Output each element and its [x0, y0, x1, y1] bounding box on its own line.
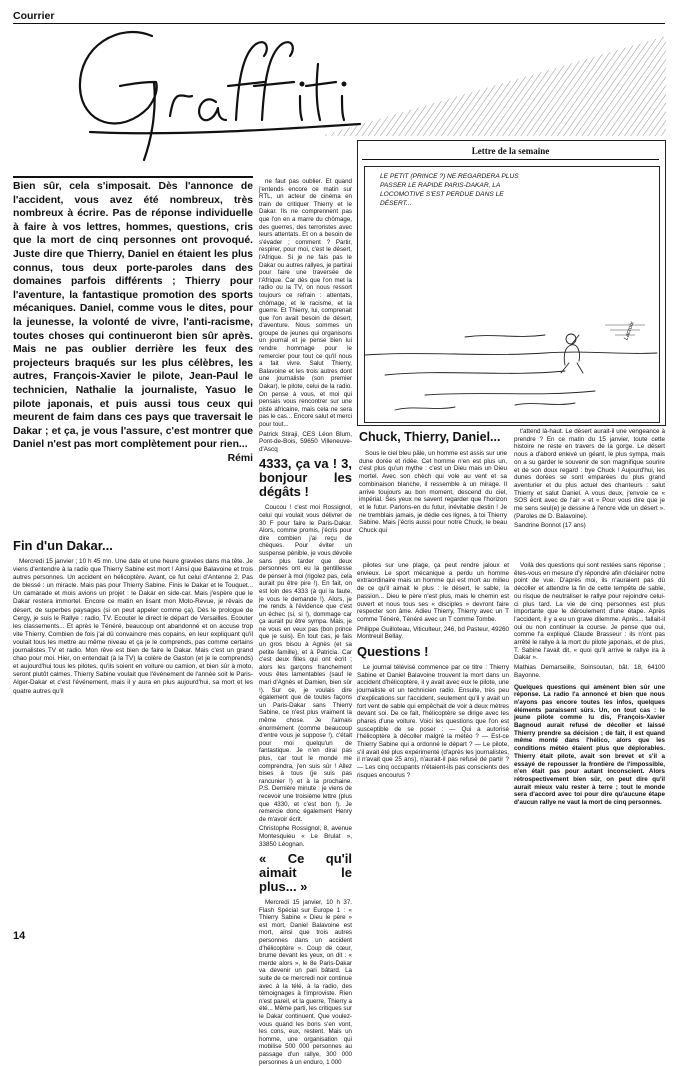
bottom-mid-p2: Le journal télévisé commence par ce titre : Thierry Sabine et Daniel Balavoine trouvent la mort dans un accident d'hélicoptère, il y avait avec eux le pilote, une journaliste et un technicien radio. Ensuite, très peu d'explications sur l'accident, seulement qu'il y avait un fort vent de sable qui empêchait de voir à deux mètres devant soi. De ce fait, l'hélicoptère se dirige avec les phares d'une voiture. Voici les questions que l'on est susceptible de se poser : — Qui a autorisé l'hélicoptère à décoller malgré la météo ? — Est-ce Thierry Sabine qui a ordonné le départ ? — Le pilote, s'il avait été plus expérimenté (d'après les journalistes, il n'avait que 25 ans), n'aurait-il pas refusé de partir ? — Les cinq occupants n'étaient-ils pas conscients des risques encourus ?: [357, 664, 509, 779]
letter-col1: [359, 450, 507, 554]
left-column: [13, 535, 253, 923]
letter-col1-text: Sous le ciel bleu pâle, un homme est assis sur une dune dorée et ridée. Cet homme n'en est plus un, c'est plus qu'un mythe : c'est un Dieu mais un Dieu mortel. Avec son chèch qui vole au vent et sa combinaison blanche, il ressemble à un mirage. Il arrive toujours au bon moment, descend du ciel, impérial. Ses yeux ne savent regarder que l'horizon et le futur. Parlons-en du futur, inévitable destin ! Je ne tremblais jamais, je dédie ces lignes, à toi Thierry Sabine. Mais j'écris aussi pour notre Chuck, le beau Chuck qui: [359, 450, 507, 535]
letter-col2-text: t'attend là-haut. Le désert aurait-il une vengeance à prendre ? En ce matin du 15 janvier, toute cette histoire ne reste en travers de la gorge. Le désert nous a d'abord enlevé un géant, le plus sympa, mais on a su garder le souvenir de son magnifique sourire et de son doux regard : bye Chuck ! Aujourd'hui, les dunes dorées se sont emparées du plus grand aventurier et du plus actuel des chanteurs : salut Thierry et salut Daniel. A vous deux, j'envoie ce « SOS écrit avec de l'air » et « Pour vous dire que je me sens seul(e) je dessine à l'encre vide un désert ». (Paroles de D. Balavoine).: [514, 428, 665, 520]
center-heading3: « Ce qu'il aimait le plus... »: [259, 851, 352, 895]
bottom-right-column: [514, 562, 665, 924]
left-heading: Fin d'un Dakar...: [13, 538, 113, 553]
bottom-mid-sig1: Philippe Guilloteau, Viticulteur, 246, bd Pasteur, 49260 Montreuil Bellay.: [357, 625, 509, 641]
center-heading2: 4333, ça va ! 3, bonjour les dégâts !: [259, 456, 352, 500]
bottom-mid-column: [357, 562, 509, 924]
letter-of-week-title: Lettre de la semaine: [471, 146, 550, 156]
hatched-banner: [320, 30, 666, 136]
letter-col2: [514, 428, 665, 558]
bottom-right-sig1: Mathias Demarseille, Soinsoutan, bât. 18, 64100 Bayonne.: [514, 664, 665, 679]
section-label: Courrier: [13, 10, 55, 22]
intro-rule: [13, 176, 253, 178]
intro-author: Rémi: [227, 452, 253, 464]
bottom-mid-p1: pilotes sur une plage, ça peut rendre jaloux et envieux. Le sport mécanique a perdu un homme extraordinaire mais un homme qui est mort au milieu de ce qu'il aimait le plus : le désert, le sable, la passion... Dieu le père n'est plus, mais le chemin est ouvert et nous tous ses « disciples » devront faire respecter son âme. Adieu Thierry, Thierry avec un T comme Ténéré, Ténéré avec un T comme Tombe.: [357, 562, 509, 623]
center-sig1: Patrick Stiraji, CES Léon Blum, Pont-de-Bois, 59650 Villeneuve-d'Ascq: [259, 430, 352, 453]
center-column: [259, 178, 352, 1066]
intro-text-block: [13, 180, 253, 538]
left-text: Mercredi 15 janvier ; 10 h 45 mn. Une date et une heure gravées dans ma tête. Je viens d'entendre à la radio que Thierry Sabine est mort ! Ainsi que Balavoine et trois autres personnes. Un accident en hélicoptère. Avant, ce fut celui d'Antenne 2. Pas de blessé : un miracle. Mais pas pour Thierry Sabine. Finis le Dakar et le Touquet... Un camarade et mois avions un projet : le Dakar en side-car. Mais j'espère que le Dakar restera immortel. Encore ce matin en lisant mon Moto-Revue, je rêvais de désert, de superbes paysages (si on peut appeler comme ça). Dès le prologue de Cergy, je suis le Rallye : radio, TV. Ecouter le direct le départ de Versailles. Ecouter les classements... Et après le Ténéré, beaucoup ont abandonné et on accuse trop vite Thierry. Combien de fois j'ai dû convaincre mes copains, en leur expliquant qu'il voulait tous les mettre au même niveau et ça je le comprends, pas comme certains journalistes TV et radio. Mon rêve est bien de faire le Dakar. Mais c'est un grand chao pour moi. Hier, on entendait (à la TV) la colère de Gaston (et je le comprends) et aujourd'hui tous les pilotes, qu'ils soient en voiture ou camion, et bien sûr à moto, seront plutôt calmes. Thierry Sabine voulait que l'événement de l'année soit le Paris-Alger-Dakar et c'est l'événement, mais il y aura en plus aujourd'hui, sa mort et les quatre autres qu'il: [13, 558, 253, 695]
cartoon-signature: Lacroix: [623, 320, 636, 342]
letter-heading: Chuck, Thierry, Daniel...: [359, 430, 501, 444]
center-p2: Coucou ! c'est moi Rossignol, celui qui voulait vous délivrer de 30 F pour faire le Paris-Dakar. Alors, comme promis, j'écris pour dire combien j'ai reçu de chèques. Pour éviter un suspense pénible, je vous dévoile sans plus tarder que deux personnes ont eu la gentillesse de penser à moi (rigolez pas, cela aurait pu être pire !). En fait, on est loin des 4333 (à qui la faute, je vous le demande !). Alors, je me rends à l'évidence que c'est un échec (si, si !), dommage car ça aurait pu être sympa. Mais, je ne vous en veux pas (bon prince que je suis). En tout cas, je fais un gros bisou à Agnès (et sa petite famille), et à Patricia. Car c'est deux filles qui ont écrit ; alors les garçons franchement vous êtes lamentables (sauf le mari d'Agnès et Damien, bien sûr !). Sur ce, je voulais dire également que de toutes façons un Paris-Dakar sans Thierry Sabine, ce n'est plus vraiment la même chose. Je l'aimais énormément (comme beaucoup d'entre vous je suppose !), c'était pour moi quelqu'un de fantastique. Je n'en dirai pas plus, car tout le monde me comprendra, j'en suis sûr ! Allez bises à tous (je suis pas rancunier !) et à la prochaine. P.S. Dernière minute : je viens de recevoir une troisième lettre (plus que 4330, et c'est bon !). Je remercie donc également Henry de m'avoir écrit.: [259, 504, 352, 823]
center-p3: Mercredi 15 janvier, 10 h 37. Flash Spécial sur Europe 1 : « Thierry Sabine « Dieu le père » est mort, Daniel Balavoine est mort, ainsi que trois autres personnes dans un accident d'hélicoptère ». Coup de cœur, brume devant les yeux, on dit : « merde alors », le 8e Paris-Dakar va devenir un pari bâtard. La suite de ce mercredi noir continue avec à la télé, à la radio, des témoignages à l'improviste. Rien n'est pareil, et la guerre, Thierry a été... Même parti, les critiques sur le Dakar continuent. Que voulez-vous quand les bons s'en vont, les cons, eux, restent. Mais un homme, une organisation qui mobilise 500 000 personnes au passage d'un rallye, 300 000 personnes à un enduro, 1 000: [259, 899, 352, 1066]
page-number: 14: [13, 930, 26, 942]
bottom-right-answer: Quelques questions qui amènent bien sûr une réponse. La radio l'a annoncé et bien que nous n'ayons pas encore toutes les infos, quelques éléments paraissent sûrs. Un, on tout cas : le jeune pilote comme lu dis, François-Xavier Bagnoud aurait refusé de décoller et laissé Thierry prendre sa décision ; de fait, il est quand même monté dans l'hélico, alors que les conditions météo étaient plus que déplorables. Thierry était pilote, avait son brevet et s'il a essayé de repousser la frontière de l'impossible, n'en était pas pour autant inconscient. Alors rétrospectivement bien sûr, on peut dire qu'il aurait mieux valu rester à terre ; tout le monde sera d'accord avec toi pour dire qu'aucune étape d'aucun rallye ne vaut la mort de cinq personnes.: [514, 683, 665, 807]
bottom-right-p1: Voilà des questions qui sont restées sans réponse ; êtes-vous en mesure d'y répondre afin d'éclairer notre point de vue. D'après moi, ils n'auraient pas dû décoller et attendre la fin de cette tempête de sable, ou risque de neutraliser le rallye pour rejoindre celui-ci plus tard. La vie de cinq personnes est plus importante que le déroulement d'une étape. Après l'accident, il y a eu un grave dilemme. Après... fallait-il oui ou non continuer la course. Je pense que oui, comme l'a expliqué Claude Brasseur : ils n'ont pas arrêté le rallye à la mort du pilote japonais, et de plus, T. Sabine l'avait dit, « quoi qu'il arrive le rallye ira à Dakar ».: [514, 562, 665, 662]
bottom-mid-heading2: Questions !: [357, 644, 429, 660]
letter-title-rule: [362, 159, 659, 160]
cartoon-drawing: [365, 205, 657, 420]
center-p1: ne faut pas oublier. Et quand j'entends encore ce matin sur RTL, un acteur de cinéma en train de critiquer Thierry et le Dakar. Ils ne comprennent pas que l'on en a marre du chômage, des guerres, des terroristes avec leurs attentats. Et on a besoin de s'évader ; comment ? Partir, respirer, pour moi, c'est le désert, l'Afrique. Si je ne fais pas le Dakar ou autres rallyes, je partirai pour faire une traversée de l'Afrique. Car dès que l'on met la radio ou la TV, on nous ressort toujours ce refrain : attentats, chômage, et le racisme, et la guerre. Et Thierry, lui, comprenait que l'on avait besoin de désert, d'aventure. Nous sommes un groupe de jeunes qui organisons un journal et je pense bien lui rendre hommage pour le remercier pour tout ce qu'il nous a fait vivre. Salut Thierry, Balavoine et les trois autres dont une journaliste (son premier Dakar), le pilote, celui de la radio. On pense à vous, et moi qui pensais vous rencontrer sur une piste africaine, mais cela ne sera pas le cas... Encore salut et merci pour tout...: [259, 178, 352, 428]
center-sig2: Christophe Rossignol, 8, avenue Montesquieu « Le Brulat », 33850 Léognan.: [259, 825, 352, 848]
letter-signature: Sandrine Bonnot (17 ans): [514, 522, 586, 530]
cartoon-caption: LE PETIT (PRINCE ?) NE REGARDERA PLUS PASSER LE RAPIDE PARIS-DAKAR, LA LOCOMOTIVE S'EST PERDUE DANS LE DÉSERT...: [380, 173, 519, 207]
intro-text: Bien sûr, cela s'imposait. Dès l'annonce de l'accident, vous avez été nombreux, très nombreux à écrire. Pas de réponse individuelle à faire à vos lettres, hommes, questions, cris que la mort de cinq personnes ont provoqué. Juste dire que Thierry, Daniel en étaient les plus connus, tous deux porte-paroles dans des domaines parfois différents ; Thierry pour l'aventure, la fantastique promotion des sports mécaniques. Daniel, comme vous le dites, pour la jeunesse, la volonté de vivre, l'anti-racisme, toutes choses qui continueront bien sûr après. Mais ne pas oublier derrière les feux des projecteurs braqués sur les plus célèbres, les autres, François-Xavier le pilote, Jean-Paul le technicien, Nathalie la journaliste, Yasuo le pilote japonais, et puis aussi tous ceux qui meurent de faim dans ces pays que traversait le Dakar ; et ça, je vous l'assure, c'est montrer que Daniel n'est pas mort complètement pour rien...: [13, 181, 253, 451]
